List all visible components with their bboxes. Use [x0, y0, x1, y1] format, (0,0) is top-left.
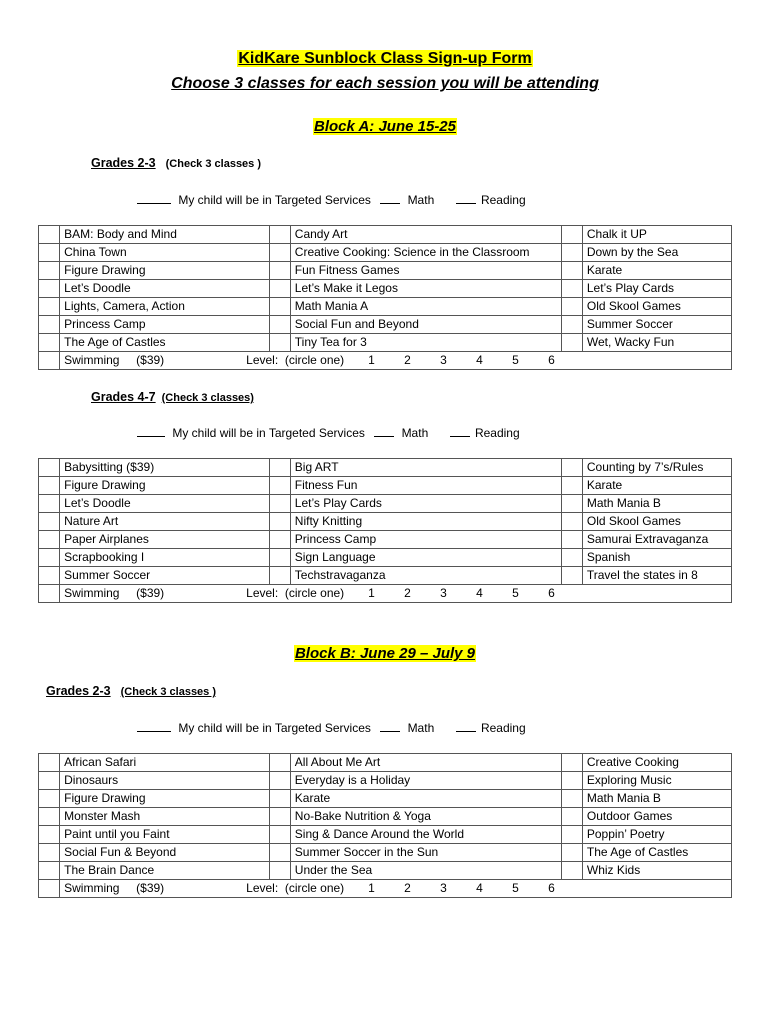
level-label: Level: (circle one) — [246, 353, 345, 367]
table-row — [39, 549, 732, 567]
class-name: Nature Art — [60, 513, 270, 531]
level-label: Level: (circle one) — [246, 586, 345, 600]
class-checkbox-cell[interactable] — [39, 244, 60, 262]
class-checkbox-cell[interactable] — [561, 844, 582, 862]
class-name: Karate — [582, 477, 731, 495]
table-row — [39, 280, 732, 298]
class-name: Outdoor Games — [582, 808, 731, 826]
class-name: Princess Camp — [290, 531, 561, 549]
class-checkbox-cell[interactable] — [561, 316, 582, 334]
table-row — [39, 754, 732, 772]
swimming-label: Swimming ($39) — [64, 881, 165, 895]
class-checkbox-cell[interactable] — [269, 862, 290, 880]
table-row — [39, 459, 732, 477]
level-label: Level: (circle one) — [246, 881, 345, 895]
level-options[interactable]: 1 2 3 4 5 6 — [368, 881, 555, 895]
class-name: Math Mania A — [290, 298, 561, 316]
block-a-grades-2-3-table — [38, 225, 732, 370]
targeted-services-blank[interactable] — [137, 720, 171, 732]
swimming-label: Swimming ($39) — [64, 586, 165, 600]
class-name: Down by the Sea — [582, 244, 731, 262]
class-name: Old Skool Games — [582, 298, 731, 316]
class-checkbox-cell[interactable] — [269, 790, 290, 808]
class-name: China Town — [60, 244, 270, 262]
swimming-label: Swimming ($39) — [64, 353, 165, 367]
class-checkbox-cell[interactable] — [39, 567, 60, 585]
class-name: Let’s Play Cards — [582, 280, 731, 298]
class-name: Fun Fitness Games — [290, 262, 561, 280]
class-name: Big ART — [290, 459, 561, 477]
class-checkbox-cell[interactable] — [269, 531, 290, 549]
swimming-level-cell — [60, 880, 732, 898]
swimming-checkbox-cell[interactable] — [39, 585, 60, 603]
class-name: Sign Language — [290, 549, 561, 567]
block-a-grades-4-7-heading: Grades 4-7 (Check 3 classes) — [91, 390, 254, 404]
class-checkbox-cell[interactable] — [561, 754, 582, 772]
class-checkbox-cell[interactable] — [269, 262, 290, 280]
class-checkbox-cell[interactable] — [561, 826, 582, 844]
class-checkbox-cell[interactable] — [269, 280, 290, 298]
class-checkbox-cell[interactable] — [39, 808, 60, 826]
swimming-level-row — [39, 352, 732, 370]
class-checkbox-cell[interactable] — [269, 316, 290, 334]
class-checkbox-cell[interactable] — [561, 513, 582, 531]
class-checkbox-cell[interactable] — [269, 513, 290, 531]
class-name: Karate — [582, 262, 731, 280]
table-row — [39, 844, 732, 862]
targeted-services-line: My child will be in Targeted Services Math Reading — [137, 192, 526, 207]
class-checkbox-cell[interactable] — [561, 495, 582, 513]
class-checkbox-cell[interactable] — [39, 754, 60, 772]
block-b-grades-2-3-table — [38, 753, 732, 898]
class-name: Let’s Doodle — [60, 495, 270, 513]
table-row — [39, 334, 732, 352]
class-checkbox-cell[interactable] — [269, 298, 290, 316]
class-name: The Brain Dance — [60, 862, 270, 880]
class-name: Samurai Extravaganza — [582, 531, 731, 549]
class-name: Paint until you Faint — [60, 826, 270, 844]
block-a-grades-4-7-table — [38, 458, 732, 603]
class-checkbox-cell[interactable] — [561, 244, 582, 262]
class-checkbox-cell[interactable] — [39, 844, 60, 862]
class-name: Chalk it UP — [582, 226, 731, 244]
class-name: Tiny Tea for 3 — [290, 334, 561, 352]
class-name: Figure Drawing — [60, 477, 270, 495]
class-name: Travel the states in 8 — [582, 567, 731, 585]
class-checkbox-cell[interactable] — [269, 477, 290, 495]
class-name: Dinosaurs — [60, 772, 270, 790]
class-checkbox-cell[interactable] — [269, 772, 290, 790]
class-checkbox-cell[interactable] — [39, 298, 60, 316]
table-row — [39, 477, 732, 495]
swimming-checkbox-cell[interactable] — [39, 880, 60, 898]
class-name: Math Mania B — [582, 790, 731, 808]
class-name: Social Fun and Beyond — [290, 316, 561, 334]
table-row — [39, 567, 732, 585]
targeted-services-line: My child will be in Targeted Services Math Reading — [137, 425, 520, 440]
class-name: Let’s Make it Legos — [290, 280, 561, 298]
table-row — [39, 531, 732, 549]
class-name: The Age of Castles — [60, 334, 270, 352]
class-checkbox-cell[interactable] — [39, 549, 60, 567]
swimming-level-cell — [60, 585, 732, 603]
math-blank[interactable] — [374, 425, 394, 437]
level-options[interactable]: 1 2 3 4 5 6 — [368, 586, 555, 600]
class-checkbox-cell[interactable] — [269, 459, 290, 477]
class-checkbox-cell[interactable] — [269, 826, 290, 844]
class-checkbox-cell[interactable] — [39, 262, 60, 280]
class-checkbox-cell[interactable] — [39, 772, 60, 790]
class-name: Summer Soccer in the Sun — [290, 844, 561, 862]
class-name: Creative Cooking: Science in the Classroom — [290, 244, 561, 262]
table-row — [39, 244, 732, 262]
class-checkbox-cell[interactable] — [269, 334, 290, 352]
swimming-level-row — [39, 880, 732, 898]
form-subtitle: Choose 3 classes for each session you will be attending — [171, 75, 599, 92]
class-checkbox-cell[interactable] — [39, 495, 60, 513]
class-checkbox-cell[interactable] — [561, 226, 582, 244]
class-name: Candy Art — [290, 226, 561, 244]
table-row — [39, 862, 732, 880]
class-checkbox-cell[interactable] — [39, 334, 60, 352]
class-name: African Safari — [60, 754, 270, 772]
class-name: Figure Drawing — [60, 790, 270, 808]
swimming-level-row — [39, 585, 732, 603]
class-name: Spanish — [582, 549, 731, 567]
class-checkbox-cell[interactable] — [39, 862, 60, 880]
class-name: Social Fun & Beyond — [60, 844, 270, 862]
class-checkbox-cell[interactable] — [269, 844, 290, 862]
table-row — [39, 226, 732, 244]
class-name: All About Me Art — [290, 754, 561, 772]
block-b-grades-2-3-heading: Grades 2-3 (Check 3 classes ) — [46, 684, 217, 698]
table-row — [39, 808, 732, 826]
class-name: Exploring Music — [582, 772, 731, 790]
class-name: Wet, Wacky Fun — [582, 334, 731, 352]
class-name: Sing & Dance Around the World — [290, 826, 561, 844]
class-name: Summer Soccer — [60, 567, 270, 585]
class-checkbox-cell[interactable] — [561, 280, 582, 298]
class-name: Whiz Kids — [582, 862, 731, 880]
swimming-level-cell — [60, 352, 732, 370]
table-row — [39, 262, 732, 280]
class-name: Scrapbooking I — [60, 549, 270, 567]
class-checkbox-cell[interactable] — [39, 790, 60, 808]
class-name: Poppin’ Poetry — [582, 826, 731, 844]
class-checkbox-cell[interactable] — [269, 567, 290, 585]
table-row — [39, 772, 732, 790]
class-checkbox-cell[interactable] — [269, 495, 290, 513]
class-checkbox-cell[interactable] — [39, 226, 60, 244]
class-checkbox-cell[interactable] — [561, 790, 582, 808]
table-row — [39, 298, 732, 316]
class-checkbox-cell[interactable] — [269, 808, 290, 826]
class-name: Techstravaganza — [290, 567, 561, 585]
class-name: Monster Mash — [60, 808, 270, 826]
class-checkbox-cell[interactable] — [561, 567, 582, 585]
class-checkbox-cell[interactable] — [561, 477, 582, 495]
class-name: The Age of Castles — [582, 844, 731, 862]
class-name: Figure Drawing — [60, 262, 270, 280]
class-name: Paper Airplanes — [60, 531, 270, 549]
block-a-heading: Block A: June 15-25 — [314, 118, 456, 135]
class-name: Fitness Fun — [290, 477, 561, 495]
class-name: No-Bake Nutrition & Yoga — [290, 808, 561, 826]
reading-blank[interactable] — [456, 720, 476, 732]
class-name: Babysitting ($39) — [60, 459, 270, 477]
reading-blank[interactable] — [450, 425, 470, 437]
class-name: Let’s Doodle — [60, 280, 270, 298]
class-name: Under the Sea — [290, 862, 561, 880]
class-checkbox-cell[interactable] — [269, 549, 290, 567]
class-name: Old Skool Games — [582, 513, 731, 531]
class-checkbox-cell[interactable] — [561, 298, 582, 316]
class-checkbox-cell[interactable] — [39, 826, 60, 844]
class-name: Everyday is a Holiday — [290, 772, 561, 790]
table-row — [39, 826, 732, 844]
class-name: Math Mania B — [582, 495, 731, 513]
block-a-grades-2-3-heading: Grades 2-3 (Check 3 classes ) — [91, 156, 262, 170]
class-checkbox-cell[interactable] — [269, 754, 290, 772]
class-checkbox-cell[interactable] — [39, 477, 60, 495]
level-options[interactable]: 1 2 3 4 5 6 — [368, 353, 555, 367]
class-checkbox-cell[interactable] — [561, 549, 582, 567]
class-checkbox-cell[interactable] — [39, 280, 60, 298]
class-checkbox-cell[interactable] — [561, 808, 582, 826]
class-checkbox-cell[interactable] — [39, 459, 60, 477]
class-checkbox-cell[interactable] — [561, 862, 582, 880]
class-name: Princess Camp — [60, 316, 270, 334]
class-checkbox-cell[interactable] — [269, 244, 290, 262]
class-checkbox-cell[interactable] — [39, 316, 60, 334]
class-checkbox-cell[interactable] — [561, 334, 582, 352]
class-checkbox-cell[interactable] — [561, 459, 582, 477]
table-row — [39, 513, 732, 531]
reading-blank[interactable] — [456, 192, 476, 204]
class-name: Summer Soccer — [582, 316, 731, 334]
class-name: Lights, Camera, Action — [60, 298, 270, 316]
class-checkbox-cell[interactable] — [39, 531, 60, 549]
class-name: Let’s Play Cards — [290, 495, 561, 513]
class-name: BAM: Body and Mind — [60, 226, 270, 244]
targeted-services-blank[interactable] — [137, 425, 165, 437]
table-row — [39, 790, 732, 808]
class-name: Creative Cooking — [582, 754, 731, 772]
class-name: Karate — [290, 790, 561, 808]
table-row — [39, 495, 732, 513]
math-blank[interactable] — [380, 192, 400, 204]
class-checkbox-cell[interactable] — [561, 772, 582, 790]
swimming-checkbox-cell[interactable] — [39, 352, 60, 370]
form-title: KidKare Sunblock Class Sign-up Form — [238, 50, 532, 67]
block-b-heading: Block B: June 29 – July 9 — [294, 645, 476, 662]
class-checkbox-cell[interactable] — [561, 262, 582, 280]
class-name: Counting by 7’s/Rules — [582, 459, 731, 477]
class-name: Nifty Knitting — [290, 513, 561, 531]
table-row — [39, 316, 732, 334]
class-checkbox-cell[interactable] — [269, 226, 290, 244]
targeted-services-blank[interactable] — [137, 192, 171, 204]
class-checkbox-cell[interactable] — [561, 531, 582, 549]
targeted-services-line: My child will be in Targeted Services Math Reading — [137, 720, 526, 735]
math-blank[interactable] — [380, 720, 400, 732]
class-checkbox-cell[interactable] — [39, 513, 60, 531]
